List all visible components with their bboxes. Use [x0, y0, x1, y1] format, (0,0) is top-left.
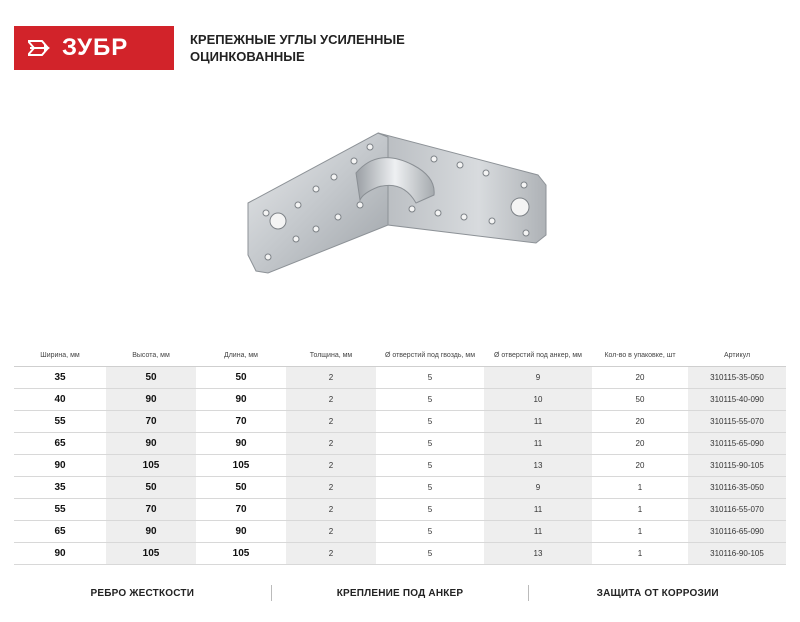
table-cell: 310115-40-090	[688, 388, 786, 410]
table-cell: 1	[592, 476, 688, 498]
feature-stiffening-rib: РЕБРО ЖЕСТКОСТИ	[90, 587, 195, 599]
table-header-row	[14, 346, 786, 366]
table-row	[14, 366, 786, 388]
table-cell: 105	[196, 454, 286, 476]
table-cell: 10	[484, 388, 592, 410]
table-cell: 55	[14, 410, 106, 432]
table-cell: 310116-65-090	[688, 521, 786, 543]
table-cell: 5	[376, 543, 484, 565]
table-cell: 1	[592, 543, 688, 565]
table-cell: 40	[14, 388, 106, 410]
zubr-arrow-icon	[28, 38, 54, 58]
table-cell: 310116-90-105	[688, 543, 786, 565]
table-cell: 50	[106, 366, 196, 388]
col-header-anchor-hole: Ø отверстий под анкер, мм	[484, 346, 592, 366]
table-cell: 2	[286, 499, 376, 521]
table-cell: 65	[14, 432, 106, 454]
table-cell: 5	[376, 476, 484, 498]
table-row	[14, 454, 786, 476]
table-cell: 50	[196, 366, 286, 388]
col-header-width: Ширина, мм	[14, 346, 106, 366]
table-cell: 9	[484, 366, 592, 388]
table-cell: 5	[376, 410, 484, 432]
table-cell: 310115-65-090	[688, 432, 786, 454]
feature-anchor-mount: КРЕПЛЕНИЕ ПОД АНКЕР	[336, 587, 464, 599]
table-cell: 2	[286, 521, 376, 543]
table-cell: 105	[196, 543, 286, 565]
table-cell: 2	[286, 543, 376, 565]
table-cell: 50	[196, 476, 286, 498]
page-title-line2: ОЦИНКОВАННЫЕ	[190, 49, 305, 64]
table-cell: 90	[14, 454, 106, 476]
table-row	[14, 388, 786, 410]
col-header-nail-hole: Ø отверстий под гвоздь, мм	[376, 346, 484, 366]
table-cell: 55	[14, 499, 106, 521]
col-header-height: Высота, мм	[106, 346, 196, 366]
table-cell: 20	[592, 410, 688, 432]
table-cell: 1	[592, 499, 688, 521]
table-cell: 105	[106, 454, 196, 476]
col-header-article: Артикул	[688, 346, 786, 366]
table-cell: 2	[286, 476, 376, 498]
table-row	[14, 476, 786, 498]
table-cell: 70	[196, 410, 286, 432]
table-cell: 5	[376, 454, 484, 476]
table-cell: 2	[286, 366, 376, 388]
table-row	[14, 432, 786, 454]
table-cell: 2	[286, 454, 376, 476]
table-cell: 13	[484, 543, 592, 565]
table-row	[14, 543, 786, 565]
galvanized-angle-bracket-image	[238, 125, 558, 285]
table-cell: 90	[106, 521, 196, 543]
table-cell: 11	[484, 410, 592, 432]
table-cell: 2	[286, 432, 376, 454]
table-cell: 20	[592, 366, 688, 388]
features-bar	[14, 578, 786, 608]
col-header-length: Длина, мм	[196, 346, 286, 366]
table-cell: 5	[376, 499, 484, 521]
table-cell: 2	[286, 410, 376, 432]
table-cell: 35	[14, 476, 106, 498]
table-cell: 5	[376, 388, 484, 410]
table-cell: 5	[376, 432, 484, 454]
table-cell: 310116-35-050	[688, 476, 786, 498]
col-header-pack-qty: Кол-во в упаковке, шт	[592, 346, 688, 366]
table-row	[14, 499, 786, 521]
table-cell: 70	[106, 410, 196, 432]
page-title	[190, 31, 490, 65]
table-cell: 5	[376, 366, 484, 388]
table-cell: 50	[592, 388, 688, 410]
table-cell: 65	[14, 521, 106, 543]
table-cell: 5	[376, 521, 484, 543]
table-cell: 310116-55-070	[688, 499, 786, 521]
page-title-line1: КРЕПЕЖНЫЕ УГЛЫ УСИЛЕННЫЕ	[190, 32, 405, 47]
table-row	[14, 521, 786, 543]
table-cell: 13	[484, 454, 592, 476]
table-cell: 90	[196, 521, 286, 543]
table-cell: 310115-90-105	[688, 454, 786, 476]
table-cell: 90	[106, 432, 196, 454]
brand-logo	[14, 26, 174, 70]
table-cell: 90	[196, 388, 286, 410]
table-cell: 90	[14, 543, 106, 565]
table-cell: 50	[106, 476, 196, 498]
specs-table	[14, 346, 786, 565]
table-row	[14, 410, 786, 432]
table-cell: 11	[484, 432, 592, 454]
col-header-thickness: Толщина, мм	[286, 346, 376, 366]
feature-corrosion-protection: ЗАЩИТА ОТ КОРРОЗИИ	[596, 587, 719, 599]
table-cell: 90	[196, 432, 286, 454]
table-cell: 1	[592, 521, 688, 543]
table-cell: 11	[484, 499, 592, 521]
table-cell: 35	[14, 366, 106, 388]
table-cell: 11	[484, 521, 592, 543]
table-cell: 310115-55-070	[688, 410, 786, 432]
table-cell: 90	[106, 388, 196, 410]
table-cell: 70	[196, 499, 286, 521]
table-cell: 70	[106, 499, 196, 521]
table-cell: 105	[106, 543, 196, 565]
table-cell: 310115-35-050	[688, 366, 786, 388]
table-cell: 2	[286, 388, 376, 410]
brand-name: ЗУБР	[62, 34, 129, 61]
table-cell: 20	[592, 454, 688, 476]
table-cell: 9	[484, 476, 592, 498]
table-cell: 20	[592, 432, 688, 454]
